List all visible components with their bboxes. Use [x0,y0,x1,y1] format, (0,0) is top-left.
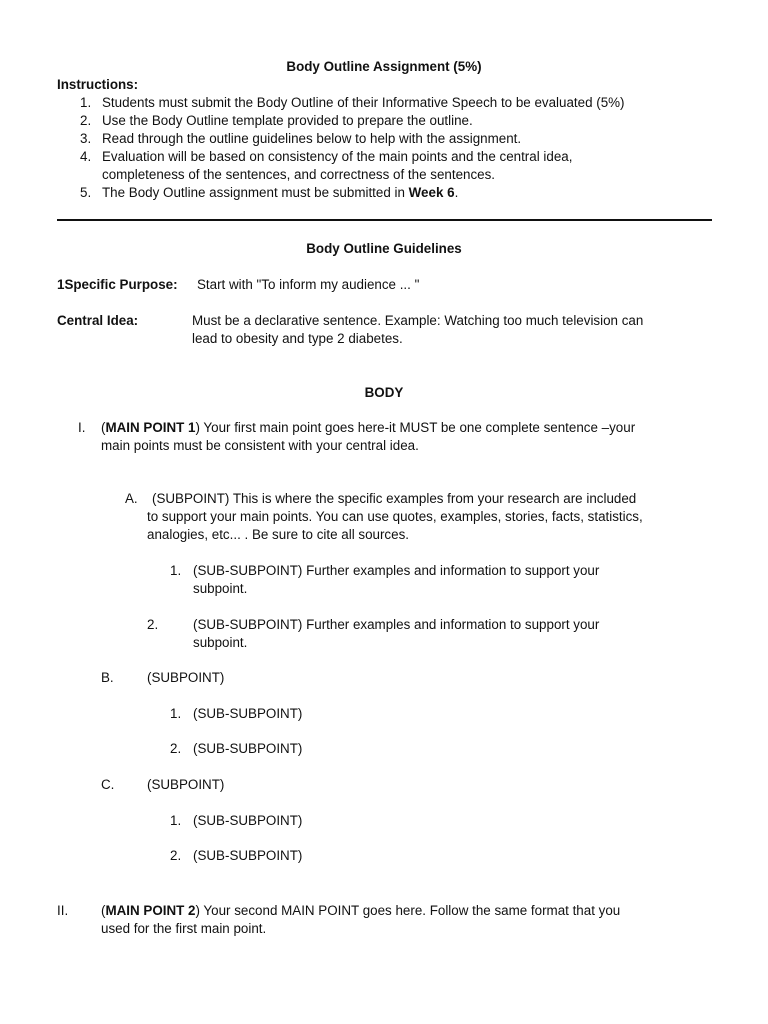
subpoint-b-text: (SUBPOINT) [147,670,225,685]
sub-subpoint-number: 1. [170,813,182,828]
sub-subpoint-number: 2. [170,848,182,863]
sub-subpoint-text: (SUB-SUBPOINT) Further examples and information to support your [193,617,600,632]
instruction-number: 1. [80,95,92,110]
main-point-1-text-continued: main points must be consistent with your central idea. [101,438,419,453]
body-heading: BODY [364,385,404,400]
instruction-text: Evaluation will be based on consistency of the main points and the central idea, [102,149,573,164]
sub-subpoint-text-continued: subpoint. [193,635,248,650]
main-point-2-text-continued: used for the first main point. [101,921,267,936]
main-point-1-text [101,419,635,437]
specific-purpose-text: Start with "To inform my audience ... " [197,277,420,292]
subpoint-a-text: (SUBPOINT) This is where the specific examples from your research are included [152,491,637,506]
instruction-text [102,184,458,202]
main-point-2-label: MAIN POINT 2 [105,903,196,918]
sub-subpoint-text: (SUB-SUBPOINT) [193,848,303,863]
main-point-numeral: I. [78,420,86,435]
sub-subpoint-text: (SUB-SUBPOINT) [193,706,303,721]
instruction-text-continued: completeness of the sentences, and correctness of the sentences. [102,167,496,182]
instruction-text-pre: The Body Outline assignment must be submitted in [102,185,409,200]
main-point-1-label: MAIN POINT 1 [105,420,196,435]
open-paren: ( [101,420,106,435]
subpoint-a-text-continued: to support your main points. You can use quotes, examples, stories, facts, statistics, [147,509,643,524]
sub-subpoint-number: 2. [147,617,159,632]
instruction-number: 5. [80,185,92,200]
deadline-week: Week 6 [408,185,455,200]
instructions-heading: Instructions: [57,77,139,92]
sub-subpoint-number: 1. [170,563,182,578]
instruction-number: 3. [80,131,92,146]
subpoint-letter: B. [101,670,114,685]
open-paren: ( [101,903,106,918]
central-idea-label: Central Idea: [57,313,139,328]
sub-subpoint-text-continued: subpoint. [193,581,248,596]
sub-subpoint-text: (SUB-SUBPOINT) [193,741,303,756]
subpoint-letter: C. [101,777,115,792]
instruction-text-post: . [454,185,459,200]
main-point-1-description: ) Your first main point goes here-it MUST be one complete sentence –your [195,420,636,435]
instruction-text: Use the Body Outline template provided to prepare the outline. [102,113,473,128]
sub-subpoint-text: (SUB-SUBPOINT) [193,813,303,828]
subpoint-c-text: (SUBPOINT) [147,777,225,792]
instruction-number: 2. [80,113,92,128]
section-divider [57,219,712,221]
main-point-numeral: II. [57,903,69,918]
specific-purpose-label: 1Specific Purpose: [57,277,178,292]
subpoint-letter: A. [125,491,138,506]
sub-subpoint-number: 1. [170,706,182,721]
instruction-text: Students must submit the Body Outline of their Informative Speech to be evaluated (5%) [102,95,625,110]
document-title: Body Outline Assignment (5%) [286,59,482,74]
sub-subpoint-number: 2. [170,741,182,756]
instruction-text: Read through the outline guidelines below to help with the assignment. [102,131,522,146]
main-point-2-description: ) Your second MAIN POINT goes here. Follow the same format that you [195,903,621,918]
main-point-2-text [101,902,620,920]
instruction-number: 4. [80,149,92,164]
sub-subpoint-text: (SUB-SUBPOINT) Further examples and information to support your [193,563,600,578]
central-idea-text: Must be a declarative sentence. Example: Watching too much television can [192,313,644,328]
central-idea-text-continued: lead to obesity and type 2 diabetes. [192,331,403,346]
guidelines-heading: Body Outline Guidelines [306,241,462,256]
subpoint-a-text-continued: analogies, etc... . Be sure to cite all sources. [147,527,409,542]
